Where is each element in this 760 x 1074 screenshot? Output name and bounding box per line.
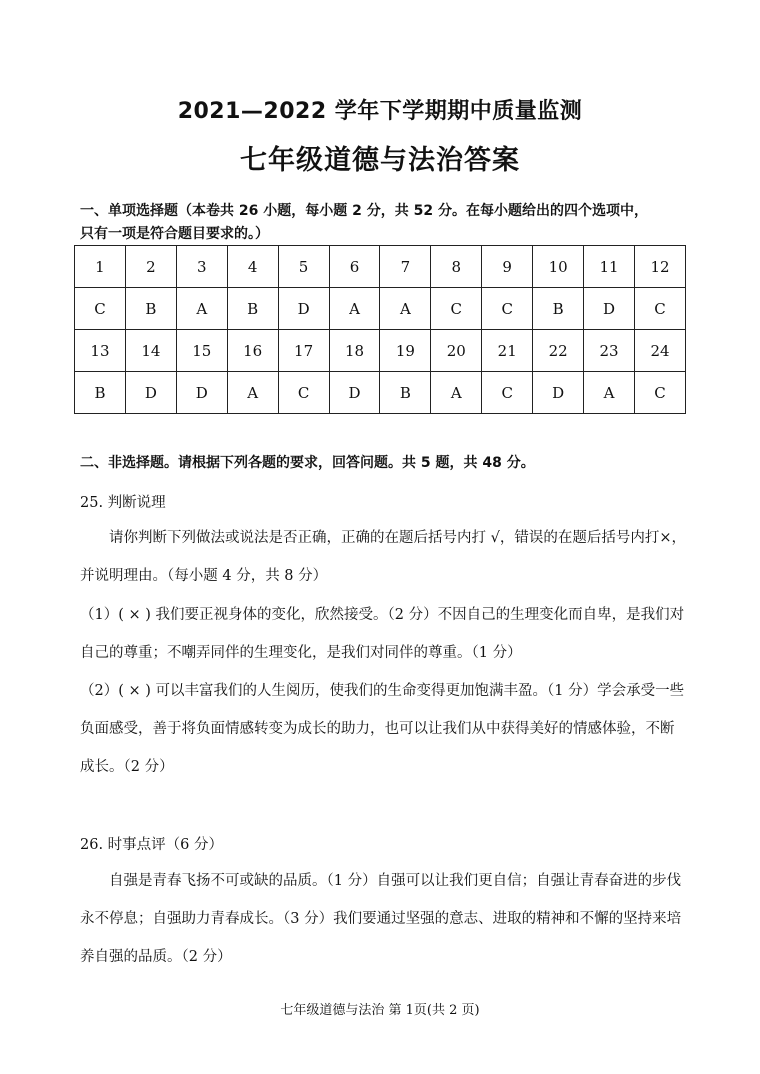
answer-cell: C	[634, 372, 685, 414]
q25-item1: （1）( × ) 我们要正视身体的变化，欣然接受。（2 分）不因自己的生理变化而自卑，是我们对自己的尊重；不嘲弄同伴的生理变化，是我们对同伴的尊重。（1 分）	[80, 607, 685, 661]
answer-cell: D	[125, 372, 176, 414]
question-number-cell: 8	[431, 246, 482, 288]
section1-heading	[80, 200, 690, 246]
answer-cell: D	[278, 288, 329, 330]
question-number-row	[75, 246, 686, 288]
answer-cell: B	[227, 288, 278, 330]
question-number-cell: 12	[634, 246, 685, 288]
exam-subtitle: 七年级道德与法治答案	[240, 145, 520, 176]
answer-cell: A	[584, 372, 635, 414]
q26-answer: 自强是青春飞扬不可或缺的品质。（1 分）自强可以让我们更自信；自强让青春奋进的步伐永不停息；自强助力青春成长。（3 分）我们要通过坚强的意志、进取的精神和不懈的坚持来培养自强的品质。（2 分）	[80, 873, 682, 965]
answer-cell: C	[75, 288, 126, 330]
question-number-cell: 10	[533, 246, 584, 288]
question-number-cell: 23	[584, 330, 635, 372]
question-number-cell: 4	[227, 246, 278, 288]
q25-label: 25. 判断说理	[80, 495, 166, 511]
answer-cell: A	[176, 288, 227, 330]
question-number-cell: 6	[329, 246, 380, 288]
question-number-cell: 24	[634, 330, 685, 372]
exam-title: 2021—2022 学年下学期期中质量监测	[177, 99, 583, 124]
question-number-cell: 11	[584, 246, 635, 288]
question-number-cell: 18	[329, 330, 380, 372]
answer-cell: C	[634, 288, 685, 330]
answer-cell: C	[482, 288, 533, 330]
answer-cell: B	[533, 288, 584, 330]
answer-cell: D	[533, 372, 584, 414]
answer-cell: A	[380, 288, 431, 330]
question-number-cell: 17	[278, 330, 329, 372]
question-number-cell: 5	[278, 246, 329, 288]
q26-label: 26. 时事点评（6 分）	[80, 837, 224, 853]
question-number-cell: 20	[431, 330, 482, 372]
section2-heading: 二、非选择题。请根据下列各题的要求，回答问题。共 5 题，共 48 分。	[80, 455, 535, 471]
answer-table	[74, 245, 686, 414]
answer-cell: D	[329, 372, 380, 414]
question-number-cell: 13	[75, 330, 126, 372]
question-number-cell: 3	[176, 246, 227, 288]
answer-cell: A	[431, 372, 482, 414]
answer-cell: D	[584, 288, 635, 330]
question-number-cell: 21	[482, 330, 533, 372]
answer-cell: A	[227, 372, 278, 414]
question-number-row	[75, 330, 686, 372]
page-footer: 七年级道德与法治 第 1页(共 2 页)	[280, 1003, 480, 1018]
question-number-cell: 16	[227, 330, 278, 372]
question-number-cell: 19	[380, 330, 431, 372]
q25-item2: （2）( × ) 可以丰富我们的人生阅历，使我们的生命变得更加饱满丰盈。（1 分）学会承受一些负面感受，善于将负面情感转变为成长的助力，也可以让我们从中获得美好的情感体验，不断成长。（2 分）	[80, 683, 685, 775]
answer-cell: B	[125, 288, 176, 330]
answer-cell: D	[176, 372, 227, 414]
section1-heading-line2: 只有一项是符合题目要求的。）	[80, 226, 269, 242]
question-number-cell: 14	[125, 330, 176, 372]
question-number-cell: 22	[533, 330, 584, 372]
answer-cell: B	[380, 372, 431, 414]
answer-row	[75, 288, 686, 330]
answer-cell: B	[75, 372, 126, 414]
answer-cell: C	[482, 372, 533, 414]
section1-heading-line1: 一、单项选择题（本卷共 26 小题，每小题 2 分，共 52 分。在每小题给出的四个选项中，	[80, 203, 648, 219]
answer-cell: C	[278, 372, 329, 414]
answer-row	[75, 372, 686, 414]
question-number-cell: 1	[75, 246, 126, 288]
answer-cell: A	[329, 288, 380, 330]
question-number-cell: 15	[176, 330, 227, 372]
question-number-cell: 7	[380, 246, 431, 288]
question-number-cell: 2	[125, 246, 176, 288]
question-number-cell: 9	[482, 246, 533, 288]
q25-instruction: 请你判断下列做法或说法是否正确，正确的在题后括号内打 √，错误的在题后括号内打×，并说明理由。（每小题 4 分，共 8 分）	[80, 530, 686, 584]
answer-cell: C	[431, 288, 482, 330]
